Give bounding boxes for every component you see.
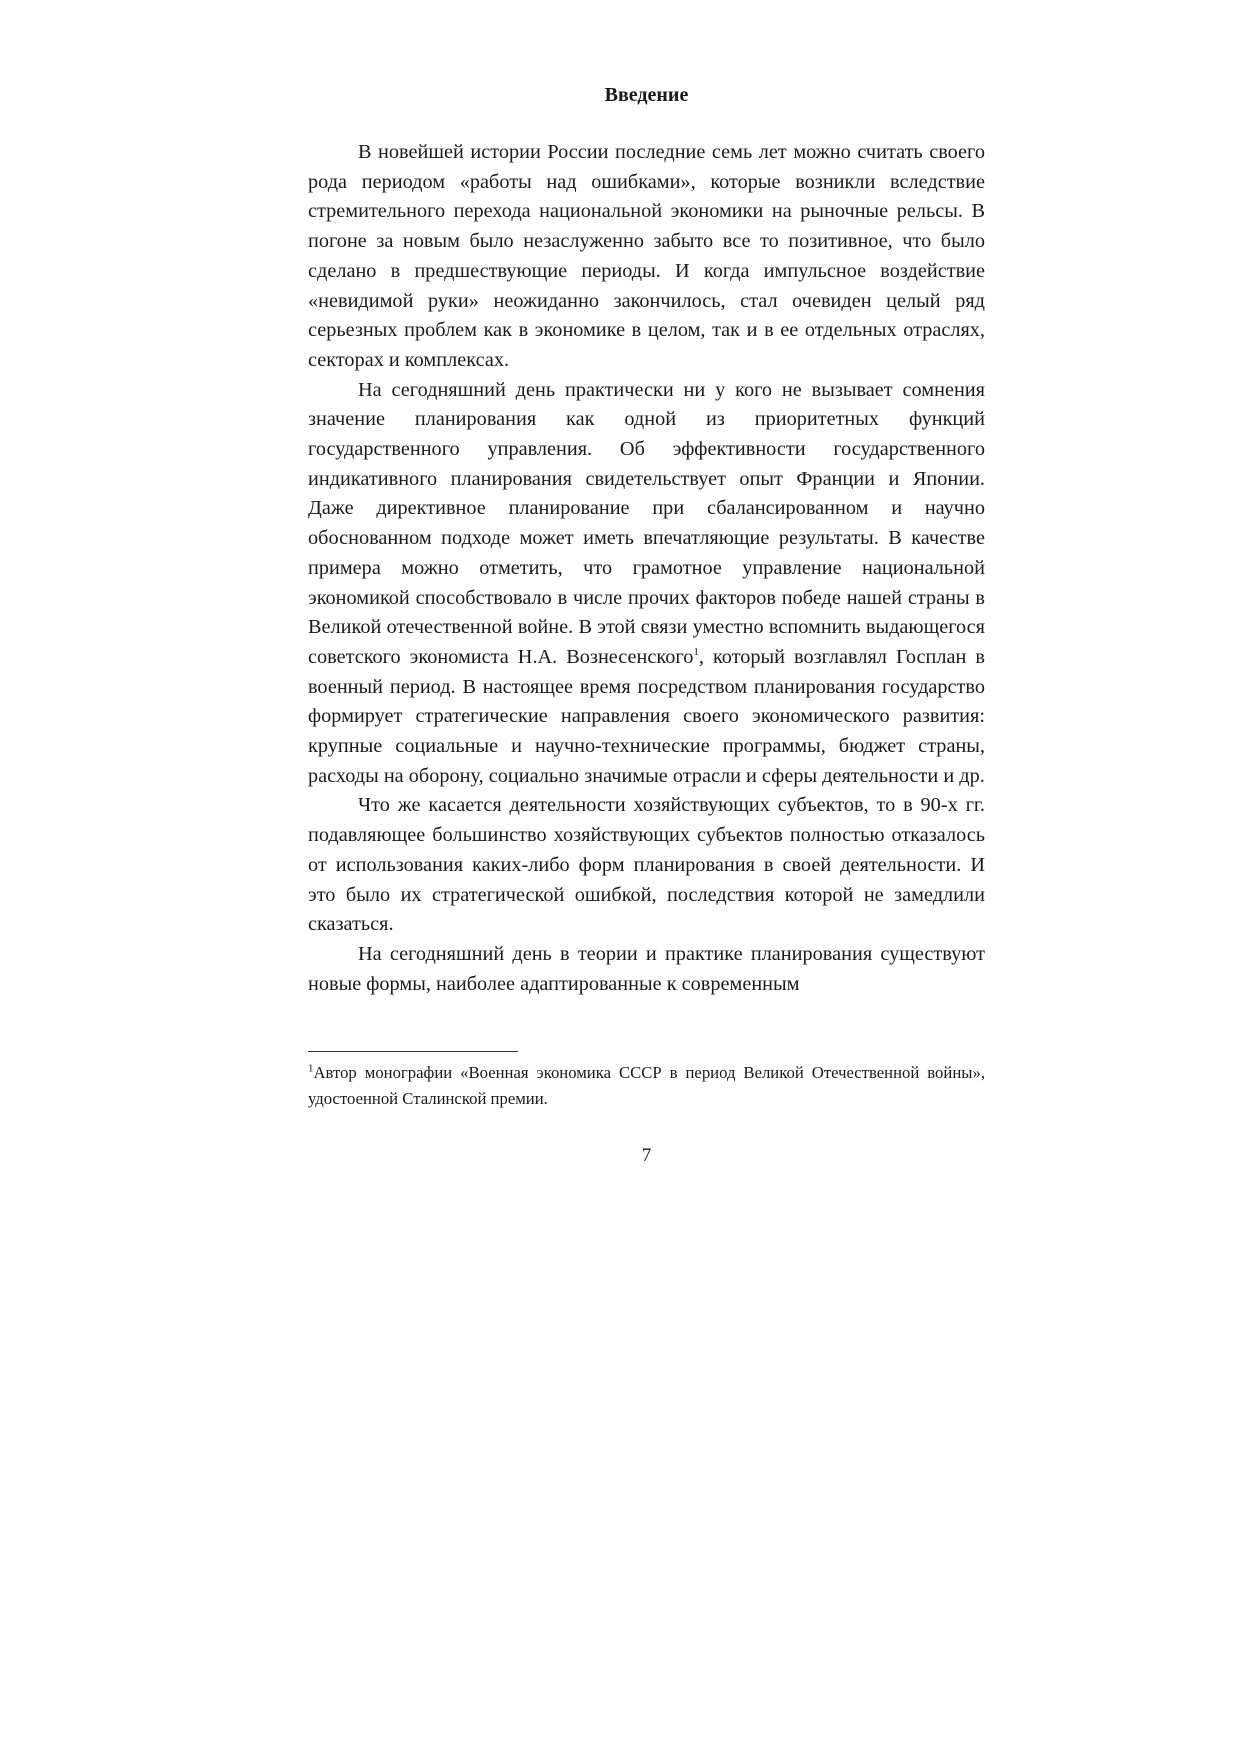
page-title: Введение [604,84,689,106]
paragraph-2-text-before-ref: На сегодняшний день практически ни у кого не вызывает сомнения значение планирования как одной из приоритетных функций государственного управления. Об эффективности государственного индикативного планирования свидетельствует опыт Франции и Японии. Даже директивное планирование при сбалансированном и научно обоснованном подходе может иметь впечатляющие результаты. В качестве примера можно отметить, что грамотное управление национальной экономикой способствовало в числе прочих факторов победе нашей страны в Великой отечественной войне. В этой связи уместно вспомнить выдающегося советского экономиста Н.А. Вознесенского [308,378,985,668]
paragraph-1: В новейшей истории России последние семь лет можно считать своего рода периодом «работы над ошибками», которые возникли вследствие стремительного перехода национальной экономики на рыночные рельсы. В погоне за новым было незаслуженно забыто все то позитивное, что было сделано в предшествующие периоды. И когда импульсное воздействие «невидимой руки» неожиданно закончилось, стал очевиден целый ряд серьезных проблем как в экономике в целом, так и в ее отдельных отраслях, секторах и комплексах. [308,141,985,371]
footnote-text: Автор монографии «Военная экономика СССР в период Великой Отечественной войны», удостоенной Сталинской премии. [308,1063,985,1108]
paragraph-2 [308,376,985,792]
paragraph-3: Что же касается деятельности хозяйствующих субъектов, то в 90-х гг. подавляющее большинство хозяйствующих субъектов полностью отказалось от использования каких-либо форм планирования в своей деятельности. И это было их стратегической ошибкой, последствия которой не замедлили сказаться. [308,794,985,936]
paragraph-2-text-after-ref: , который возглавлял Госплан в военный период. В настоящее время посредством планирования государство формирует стратегические направления своего экономического развития: крупные социальные и научно-технические программы, бюджет страны, расходы на оборону, социально значимые отрасли и сферы деятельности и др. [308,645,986,787]
page-number: 7 [641,1145,652,1166]
footnote [308,1060,985,1112]
footnote-reference: 1 [693,646,699,659]
paragraph-4: На сегодняшний день в теории и практике планирования существуют новые формы, наиболее адаптированные к современным [308,942,985,995]
body-text [308,138,985,999]
footnote-separator [308,1051,518,1052]
footnote-mark: 1 [308,1062,314,1075]
